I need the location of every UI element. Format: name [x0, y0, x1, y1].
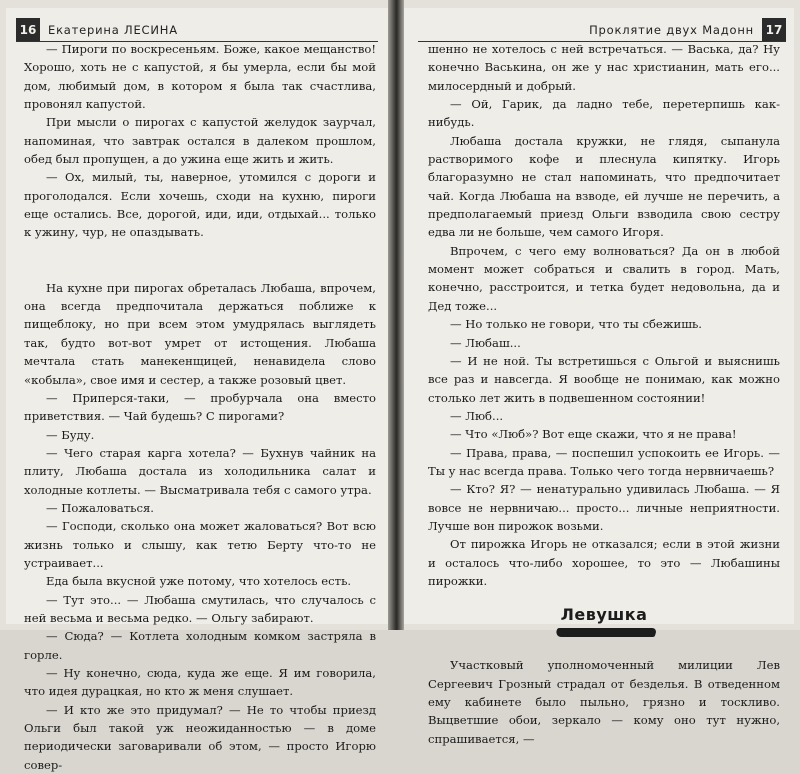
paragraph: — Ой, Гарик, да ладно тебе, перетерпишь как-нибудь.	[428, 97, 780, 130]
paragraph: При мысли о пирогах с капустой желудок заурчал, напоминая, что завтрак остался в далеком прошлом, обед был пропущен, а до ужина еще жить и жить.	[24, 115, 376, 167]
paragraph: — Но только не говори, что ты сбежишь.	[450, 317, 702, 332]
paragraph: От пирожка Игорь не отказался; если в этой жизни и осталось что-либо хорошее, то это — Любашины пирожки.	[428, 537, 780, 588]
paragraph: — Господи, сколько она может жаловаться? Вот всю жизнь только и слышу, как тетю Берту что-то не устраивает...	[24, 519, 376, 570]
paragraph: — Ну конечно, сюда, куда же еще. Я им говорила, что идея дурацкая, но кто ж меня слушает.	[24, 666, 376, 699]
section-title: Левушка	[560, 605, 648, 625]
paragraph: — Права, права, — поспешил успокоить ее Игорь. — Ты у нас всегда права. Только чего тогда нервничаешь?	[428, 445, 780, 478]
paragraph: — Люб...	[450, 408, 504, 423]
paragraph: — Ох, милый, ты, наверное, утомился с дороги и проголодался. Если хочешь, сходи на кухню, пироги еще остались. Все, дорогой, иди, иди, отдыхай... только к ужину, чур, не опаздывать.	[24, 170, 376, 240]
paragraph: Любаша достала кружки, не глядя, сыпанула растворимого кофе и плеснула кипятку. Игорь благоразумно не стал напоминать, что предпочитает чай. Когда Любаша на взводе, ей лучше не перечить, а предполагаемый приезд Ольги взводила свою сестру едва ли не больше, чем самого Игоря.	[428, 133, 780, 240]
paragraph: — Буду.	[46, 427, 95, 442]
page-number: 17	[762, 18, 786, 42]
paragraph: — Кто? Я? — ненатурально удивилась Любаша. — Я вовсе не нервничаю... просто... личные неприятности. Лучше вон пирожок возьми.	[428, 482, 780, 533]
paragraph: Еда была вкусной уже потому, что хотелось есть.	[46, 574, 352, 589]
section-gap	[24, 242, 376, 279]
paragraph: — Сюда? — Котлета холодным комком застряла в горле.	[24, 629, 376, 662]
paragraph: — Приперся-таки, — пробурчала она вместо приветствия. — Чай будешь? С пирогами?	[24, 390, 376, 424]
book-gutter	[388, 0, 404, 630]
running-head: Екатерина ЛЕСИНА	[48, 23, 178, 37]
paragraph: Впрочем, с чего ему волноваться? Да он в любой момент может собраться и свалить в город. Мать, конечно, расстроится, и тетка будет недовольна, да и Дед тоже...	[428, 243, 780, 313]
paragraph: — И кто же это придумал? — Не то чтобы приезд Ольги был такой уж неожиданностью — в доме периодически заговаривали об этом, — просто Игорю совер-	[24, 702, 376, 772]
paragraph: — И не ной. Ты встретишься с Ольгой и выяснишь все раз и навсегда. Я вообще не понимаю, как можно столько лет жить в подвешенном состоянии!	[428, 353, 780, 405]
paragraph: На кухне при пирогах обреталась Любаша, впрочем, она всегда предпочитала держаться поближе к пищеблоку, но при всем этом умудрялась выглядеть так, будто вот-вот умрет от истощения. Любаша мечтала стать манекенщицей, ненавидела слово «кобыла», свое имя и сестер, а также розовый цвет.	[24, 280, 376, 387]
left-page-text	[24, 40, 376, 774]
page-number: 16	[16, 18, 40, 42]
running-head: Проклятие двух Мадонн	[589, 23, 754, 37]
paragraph: — Что «Люб»? Вот еще скажи, что я не права!	[450, 427, 737, 442]
paragraph: — Пироги по воскресеньям. Боже, какое мещанство! Хорошо, хоть не с капустой, я бы умерла, если бы мой дом, любимый дом, в котором я была так счастлива, провонял капустой.	[24, 42, 376, 112]
section-heading	[428, 602, 780, 642]
paragraph: — Тут это... — Любаша смутилась, что случалось с ней весьма и весьма редко. — Ольгу забирают.	[24, 592, 376, 625]
paragraph: — Чего старая карга хотела? — Бухнув чайник на плиту, Любаша достала из холодильника салат и холодные котлеты. — Высматривала тебя с самого утра.	[24, 445, 376, 497]
right-page	[404, 8, 794, 746]
paragraph: шенно не хотелось с ней встречаться. — Васька, да? Ну конечно Васькина, он же у нас христианин, мать его... милосердный и добрый.	[428, 42, 780, 93]
paragraph: Участковый уполномоченный милиции Лев Сергеевич Грозный страдал от безделья. В отведенном ему кабинете было пыльно, грязно и тоскливо. Выцветшие обои, зеркало — кому оно тут нужно, спрашивается, —	[428, 658, 780, 746]
left-page	[6, 8, 388, 772]
right-page-text	[428, 40, 780, 748]
paragraph: — Любаш...	[450, 335, 521, 350]
paragraph: — Пожаловаться.	[46, 500, 154, 515]
brush-stroke-ornament	[555, 628, 658, 637]
